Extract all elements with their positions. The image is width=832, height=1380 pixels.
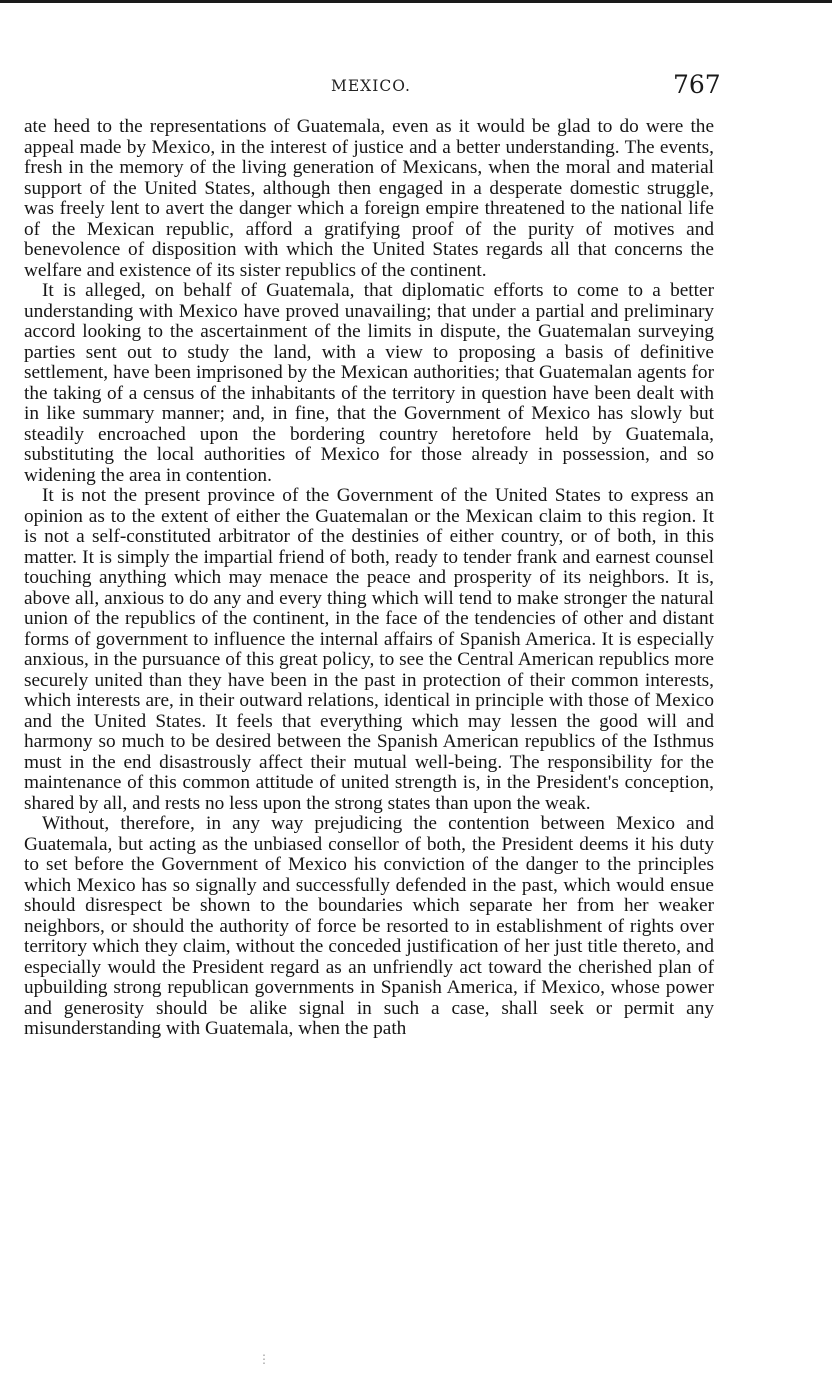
- paragraph-4: Without, therefore, in any way prejudicing the contention between Mexico and Guatemala, but acting as the unbiased consellor of both, the President deems it his duty to set before the Government of Mexico his conviction of the danger to the principles which Mexico has so signally and successfully defended in the past, which would ensue should disrespect be shown to the boundaries which separate her from her weaker neighbors, or should the authority of force be resorted to in establishment of rights over territory which they claim, without the conceded justification of her just title thereto, and especially would the President regard as an unfriendly act toward the cherished plan of upbuilding strong republican governments in Spanish America, if Mexico, whose power and generosity should be alike signal in such a case, shall seek or permit any misunderstanding with Guatemala, when the path: [24, 813, 714, 1039]
- paragraph-1: ate heed to the representations of Guatemala, even as it would be glad to do were the appeal made by Mexico, in the interest of justice and a better understanding. The events, fresh in the memory of the living generation of Mexicans, when the moral and material support of the United States, although then engaged in a desperate domestic struggle, was freely lent to avert the danger which a foreign empire threatened to the national life of the Mexican republic, afford a gratifying proof of the purity of motives and benevolence of disposition with which the United States regards all that concerns the welfare and existence of its sister republics of the continent.: [24, 116, 714, 281]
- scan-artifact-mark: ⋮: [258, 1352, 270, 1366]
- body-text: [24, 117, 714, 1040]
- top-edge-rule: [0, 0, 832, 3]
- page-number: 767: [673, 70, 721, 99]
- running-head-title: MEXICO.: [331, 77, 411, 95]
- paragraph-2: It is alleged, on behalf of Guatemala, that diplomatic efforts to come to a better understanding with Mexico have proved unavailing; that under a partial and preliminary accord looking to the ascertainment of the limits in dispute, the Guatemalan surveying parties sent out to study the land, with a view to proposing a basis of definitive settlement, have been imprisoned by the Mexican authorities; that Guatemalan agents for the taking of a census of the inhabitants of the territory in question have been dealt with in like summary manner; and, in fine, that the Government of Mexico has slowly but steadily encroached upon the bordering country heretofore held by Guatemala, substituting the local authorities of Mexico for those already in possession, and so widening the area in contention.: [24, 280, 714, 486]
- paragraph-3: It is not the present province of the Government of the United States to express an opinion as to the extent of either the Guatemalan or the Mexican claim to this region. It is not a self-constituted arbitrator of the destinies of either country, or of both, in this matter. It is simply the impartial friend of both, ready to tender frank and earnest counsel touching anything which may menace the peace and prosperity of its neighbors. It is, above all, anxious to do any and every thing which will tend to make stronger the natural union of the republics of the continent, in the face of the tendencies of other and distant forms of government to influence the internal affairs of Spanish America. It is especially anxious, in the pursuance of this great policy, to see the Central American republics more securely united than they have been in the past in protection of their common interests, which interests are, in their outward relations, identical in principle with those of Mexico and the United States. It feels that everything which may lessen the good will and harmony so much to be desired between the Spanish American republics of the Isthmus must in the end disastrously affect their mutual well-being. The responsibility for the maintenance of this common attitude of united strength is, in the President's conception, shared by all, and rests no less upon the strong states than upon the weak.: [24, 485, 714, 814]
